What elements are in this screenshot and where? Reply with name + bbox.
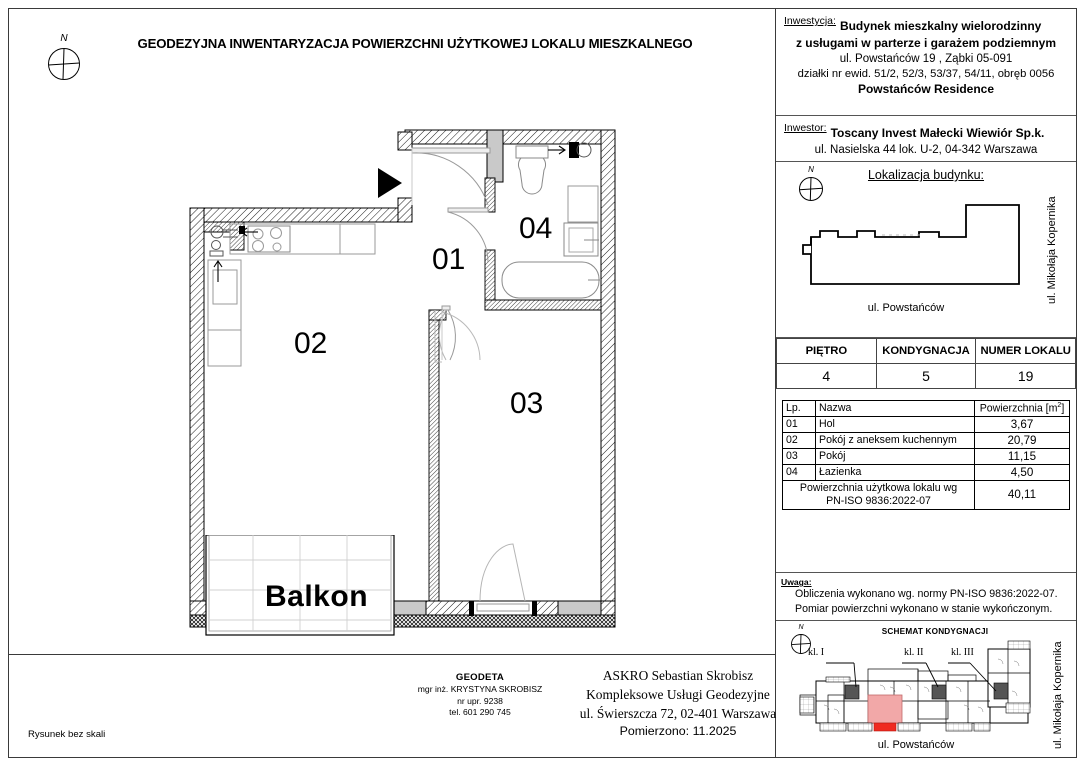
- table-total-row: [783, 480, 1070, 509]
- table-row: [783, 416, 1070, 432]
- company-block: [576, 666, 780, 741]
- investor-tag: Inwestor:: [784, 122, 827, 134]
- room-label-02: 02: [294, 327, 328, 360]
- investment-line1: Budynek mieszkalny wielorodzinny: [839, 19, 1042, 33]
- investment-line4: działki nr ewid. 51/2, 52/3, 53/37, 54/11, obręb 0056: [797, 68, 1055, 81]
- measured-date: Pomierzono: 11.2025: [619, 724, 737, 739]
- room-name: Pokój z aneksem kuchennym: [816, 432, 975, 448]
- surveyor-name: mgr inż. KRYSTYNA SKROBISZ: [417, 684, 543, 695]
- table-row: [777, 339, 1076, 364]
- notes-block: [776, 573, 1076, 620]
- investor-block: [776, 116, 1076, 160]
- table-row: [783, 464, 1070, 480]
- surveyor-title: GEODETA: [455, 672, 505, 683]
- scale-note: Rysunek bez skali: [28, 729, 106, 740]
- col-kondygnacja: KONDYGNACJA: [876, 339, 976, 364]
- total-label: [783, 480, 975, 509]
- investment-line3: ul. Powstańców 19 , Ząbki 05-091: [839, 52, 1013, 65]
- room-name: Hol: [816, 416, 975, 432]
- location-street-right: ul. Mikołaja Kopernika: [1046, 196, 1058, 304]
- col-nazwa: Nazwa: [816, 401, 975, 417]
- room-name: Łazienka: [816, 464, 975, 480]
- investment-block: [776, 9, 1076, 115]
- table-row: [783, 448, 1070, 464]
- staircase-label-2: kl. II: [904, 647, 924, 658]
- col-numer-lokalu: NUMER LOKALU: [976, 339, 1076, 364]
- investment-tag: Inwestycja:: [784, 15, 836, 27]
- investment-line5: Powstańców Residence: [857, 81, 995, 96]
- notes-line2: Pomiar powierzchni wykonano w stanie wykończonym.: [795, 603, 1053, 616]
- location-title: Lokalizacja budynku:: [867, 168, 985, 182]
- balcony-label: Balkon: [265, 580, 369, 613]
- col-area-prefix: Powierzchnia [m: [979, 402, 1058, 415]
- val-numer-lokalu: 19: [976, 364, 1076, 389]
- surveyor-license: nr upr. 9238: [457, 695, 503, 706]
- room-label-04: 04: [519, 212, 553, 245]
- page-title: GEODEZYJNA INWENTARYZACJA POWIERZCHNI UŻYTKOWEJ LOKALU MIESZKALNEGO: [137, 36, 693, 51]
- schematic-street-bottom: ul. Powstańców: [877, 739, 955, 751]
- col-area-post: ]: [1061, 402, 1065, 415]
- company-address: ul. Świerszcza 72, 02-401 Warszawa: [579, 706, 777, 722]
- room-label-03: 03: [510, 387, 544, 420]
- notes-line1: Obliczenia wykonano wg. normy PN-ISO 9836:2022-07.: [795, 588, 1058, 600]
- location-block: [776, 162, 1076, 337]
- schematic-block: [776, 621, 1076, 756]
- col-lp: Lp.: [783, 401, 816, 417]
- room-lp: 01: [783, 416, 816, 432]
- entrance-marker: [378, 168, 402, 198]
- north-label-schematic: N: [798, 624, 804, 631]
- surveyor-phone: tel. 601 290 745: [449, 706, 511, 717]
- table-row: [777, 364, 1076, 389]
- staircase-label-3: kl. III: [951, 647, 974, 658]
- col-area-sup: 2: [1057, 402, 1062, 409]
- table-row: [783, 432, 1070, 448]
- highlighted-balcony: [874, 723, 896, 731]
- location-building-outline: [802, 198, 1032, 294]
- col-powierzchnia: [975, 401, 1070, 417]
- room-area: 11,15: [975, 448, 1070, 464]
- north-compass-main: [47, 33, 81, 81]
- room-label-01: 01: [432, 243, 466, 276]
- schematic-title: SCHEMAT KONDYGNACJI: [881, 627, 989, 636]
- investor-line1: Toscany Invest Małecki Wiewiór Sp.k.: [830, 126, 1045, 140]
- north-label-main: N: [60, 33, 68, 44]
- room-lp: 03: [783, 448, 816, 464]
- room-name: Pokój: [816, 448, 975, 464]
- highlighted-unit: [868, 695, 902, 723]
- header-table-block: [776, 338, 1076, 398]
- company-name: ASKRO Sebastian Skrobisz: [602, 668, 754, 683]
- room-lp: 02: [783, 432, 816, 448]
- rooms-table-block: [776, 400, 1076, 520]
- investor-line2: ul. Nasielska 44 lok. U-2, 04-342 Warszawa: [814, 144, 1038, 157]
- investment-line2: z usługami w parterze i garażem podziemnym: [795, 36, 1057, 51]
- room-area: 3,67: [975, 416, 1070, 432]
- val-pietro: 4: [777, 364, 877, 389]
- north-label-location: N: [808, 165, 814, 174]
- rooms-table: [782, 400, 1070, 510]
- schematic-street-right: ul. Mikołaja Kopernika: [1052, 641, 1064, 749]
- surveyor-block: [390, 672, 570, 718]
- table-header-row: [783, 401, 1070, 417]
- total-label-line1: Powierzchnia użytkowa lokalu wg: [799, 481, 958, 494]
- val-kondygnacja: 5: [876, 364, 976, 389]
- notes-tag: Uwaga:: [781, 577, 812, 587]
- room-lp: 04: [783, 464, 816, 480]
- room-area: 4,50: [975, 464, 1070, 480]
- info-panel: [776, 9, 1076, 757]
- total-value: 40,11: [975, 480, 1070, 509]
- room-area: 20,79: [975, 432, 1070, 448]
- staircase-label-1: kl. I: [808, 647, 825, 658]
- header-table: [776, 338, 1076, 389]
- col-pietro: PIĘTRO: [777, 339, 877, 364]
- plan-fixtures: [208, 142, 601, 366]
- total-label-line2: PN-ISO 9836:2022-07: [826, 494, 931, 507]
- company-services: Kompleksowe Usługi Geodezyjne: [586, 687, 770, 703]
- location-street-bottom: ul. Powstańców: [867, 302, 945, 314]
